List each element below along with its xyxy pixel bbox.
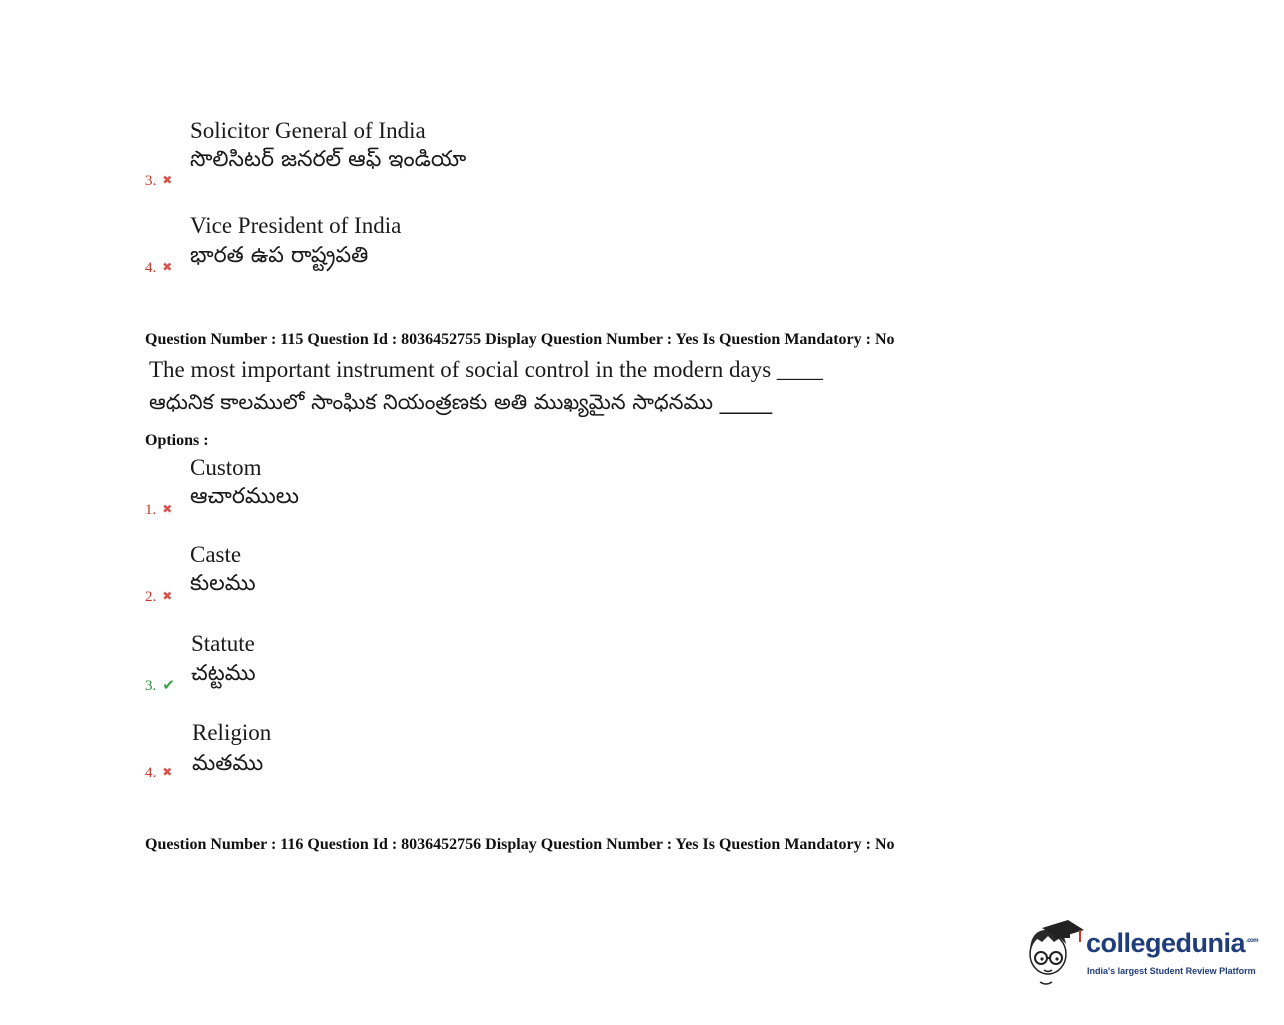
q115-option-2-telugu: కులము <box>190 571 256 596</box>
question-116-header: Question Number : 116 Question Id : 8036452756 Display Question Number : Yes Is Question Mandatory : No <box>145 836 895 853</box>
q115-option-4-english: Religion <box>192 720 272 745</box>
q115-option-2-english: Caste <box>190 542 242 567</box>
options-label: Options : <box>145 432 209 449</box>
logo-tagline: India's largest Student Review Platform <box>1087 966 1256 976</box>
option-number: 4. <box>145 765 157 781</box>
q115-option-1-number <box>145 501 172 518</box>
mascot-icon <box>1024 918 1084 988</box>
option-number: 4. <box>145 260 157 276</box>
prev-option-4-telugu: భారత ఉప రాష్ట్రపతి <box>190 243 369 268</box>
cross-icon: ✖ <box>162 502 173 516</box>
option-number: 3. <box>145 173 157 189</box>
cross-icon: ✖ <box>162 765 173 779</box>
collegedunia-logo[interactable] <box>1024 918 1264 988</box>
cross-icon: ✖ <box>162 173 173 187</box>
prev-option-3-telugu: సొలిసిటర్ జనరల్ ఆఫ్ ఇండియా <box>190 147 467 172</box>
q115-option-3-telugu: చట్టము <box>191 661 256 686</box>
question-115-text-english: The most important instrument of social control in the modern days ____ <box>149 357 823 382</box>
prev-option-4-number <box>145 259 172 276</box>
q115-option-1-english: Custom <box>190 455 262 480</box>
question-115-text-telugu: ఆధునిక కాలములో సాంఘిక నియంత్రణకు అతి ముఖ్యమైన సాధనము _____ <box>149 390 773 414</box>
prev-option-3-number <box>145 172 172 189</box>
q115-option-4-number <box>145 764 172 781</box>
option-number: 1. <box>145 502 157 518</box>
prev-option-4-english: Vice President of India <box>190 213 402 238</box>
check-icon: ✔ <box>162 678 175 694</box>
q115-option-2-number <box>145 588 172 605</box>
cross-icon: ✖ <box>162 260 173 274</box>
q115-option-3-english: Statute <box>191 631 255 656</box>
cross-icon: ✖ <box>162 589 173 603</box>
q115-option-4-telugu: మతము <box>192 751 264 776</box>
prev-option-3-english: Solicitor General of India <box>190 118 426 143</box>
logo-wordmark <box>1086 928 1258 959</box>
option-number: 2. <box>145 589 157 605</box>
q115-option-3-number <box>145 678 175 694</box>
logo-name-text: collegedunia <box>1086 928 1246 958</box>
q115-option-1-telugu: ఆచారములు <box>190 484 299 509</box>
logo-suffix: .com <box>1246 938 1259 944</box>
option-number: 3. <box>145 678 157 694</box>
question-115-header: Question Number : 115 Question Id : 8036452755 Display Question Number : Yes Is Question Mandatory : No <box>145 331 895 348</box>
